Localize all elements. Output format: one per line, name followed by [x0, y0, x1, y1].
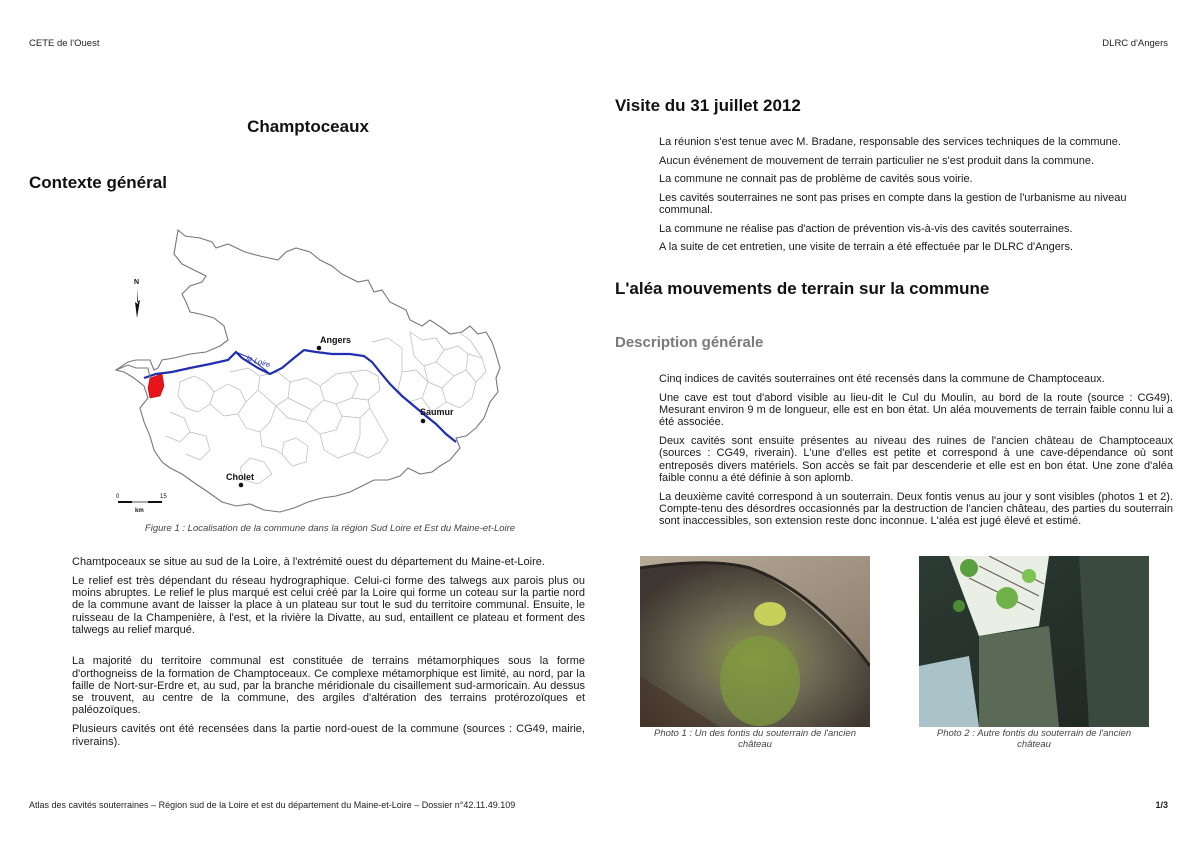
city-marker-angers	[317, 346, 322, 351]
city-label-saumur: Saumur	[420, 407, 454, 417]
description-paragraph: Une cave est tout d'abord visible au lieu-dit le Cul du Moulin, au bord de la route (source : CG49). Mesurant environ 9 m de longueur, elle est en bon état. Un aléa mouvements de terrain faible connu lui a été associée.	[659, 391, 1173, 429]
north-label: N	[134, 279, 140, 286]
city-marker-saumur	[421, 419, 426, 424]
photo-2	[919, 556, 1149, 727]
context-paragraph: Chamtpoceaux se situe au sud de la Loire, à l'extrémité ouest du département du Maine-et-Loire.	[72, 556, 545, 568]
section-title-context: Contexte général	[29, 173, 167, 192]
scale-start: 0	[116, 494, 120, 500]
visit-item: La réunion s'est tenue avec M. Bradane, responsable des services techniques de la commune.	[659, 136, 1121, 148]
map-svg	[110, 222, 510, 517]
section-title-visit: Visite du 31 juillet 2012	[615, 96, 801, 115]
description-paragraph: Cinq indices de cavités souterraines ont été recensés dans la commune de Champtoceaux.	[659, 373, 1105, 385]
context-text	[72, 556, 585, 754]
page-number: 1/3	[1155, 800, 1168, 810]
scale-bar	[116, 494, 167, 514]
city-label-cholet: Cholet	[226, 472, 254, 482]
visit-item: A la suite de cet entretien, une visite de terrain a été effectuée par le DLRC d'Angers.	[659, 241, 1074, 254]
description-paragraph: La deuxième cavité correspond à un souterrain. Deux fontis venus au jour y sont visibles (photos 1 et 2). Compte-tenu des désordres occasionnés par la destruction de l'ancien château, des parties du souterrain sont inaccessibles, son extension reste donc inconnue. L'aléa est jugé élevé et estimé.	[659, 490, 1173, 528]
description-paragraph: Deux cavités sont ensuite présentes au niveau des ruines de l'ancien château de Champtoceaux (sources : CG49, riverain). L'une d'elles est petite et correspond à une cave-dépendance où sont entreposés divers matériels. Son accès se fait par descenderie et elle est en bon état. Une zone d'aléa faible connu a été définie à son aplomb.	[659, 435, 1173, 485]
page-title: Champtoceaux	[247, 117, 369, 136]
visit-item: Aucun événement de mouvement de terrain particulier ne s'est produit dans la commune.	[659, 154, 1095, 167]
city-label-angers: Angers	[320, 335, 352, 345]
photo-1	[640, 556, 870, 727]
header-organization: CETE de l'Ouest	[29, 38, 100, 49]
location-map	[110, 222, 510, 517]
visit-item: Les cavités souterraines ne sont pas prises en compte dans la gestion de l'urbanisme au niveau communal.	[659, 191, 1127, 217]
section-title-hazard: L'aléa mouvements de terrain sur la commune	[615, 279, 990, 298]
photo-2-caption: Photo 2 : Autre fontis du souterrain de l'ancien château	[936, 728, 1132, 750]
photo-1-image	[640, 556, 870, 727]
footer-dossier: Atlas des cavités souterraines – Région sud de la Loire et est du département du Maine-et-Loire – Dossier n°42.11.49.109	[29, 800, 516, 810]
context-paragraph: Plusieurs cavités ont été recensées dans la partie nord-ouest de la commune (sources : CG49, mairie, riverains).	[72, 723, 585, 748]
city-marker-cholet	[239, 483, 244, 488]
river-label: la Loire	[245, 353, 272, 370]
visit-list	[659, 136, 1173, 260]
scale-unit: km	[135, 508, 144, 514]
photo-1-caption: Photo 1 : Un des fontis du souterrain de l'ancien château	[654, 728, 856, 750]
north-arrow-icon	[134, 279, 140, 318]
context-paragraph: Le relief est très dépendant du réseau hydrographique. Celui-ci forme des talwegs aux parois plus ou moins abruptes. Le relief le plus marqué est celui créé par la Loire qui forme un coteau sur la partie nord de la commune avant de laisser la place à un plateau sur tout le sud du territoire communal. Ensuite, le ruisseau de la Champenière, à l'est, et la rivière la Divatte, au sud, entaillent ce plateau et forment des talwegs au relief marqué.	[72, 574, 585, 636]
header-office: DLRC d'Angers	[1102, 38, 1168, 49]
subsection-title-description: Description générale	[615, 334, 764, 351]
visit-item: La commune ne réalise pas d'action de prévention vis-à-vis des cavités souterraines.	[659, 222, 1073, 235]
photo-2-image	[919, 556, 1149, 727]
context-paragraph: La majorité du territoire communal est constituée de terrains métamorphiques sous la forme d'orthogneiss de la formation de Champtoceaux. Ce complexe métamorphique est limité, au nord, par la faille de Nort-sur-Erdre et, au sud, par la branche méridionale du cisaillement sud-armoricain. Au dessus se trouvent, au centre de la commune, des argiles d'altération des terrains protérozoïques et paléozoïques.	[72, 655, 585, 717]
figure-caption: Figure 1 : Localisation de la commune dans la région Sud Loire et Est du Maine-et-Loire	[144, 523, 516, 534]
description-text	[659, 373, 1173, 534]
scale-end: 15	[160, 494, 167, 500]
visit-item: La commune ne connait pas de problème de cavités sous voirie.	[659, 173, 973, 186]
